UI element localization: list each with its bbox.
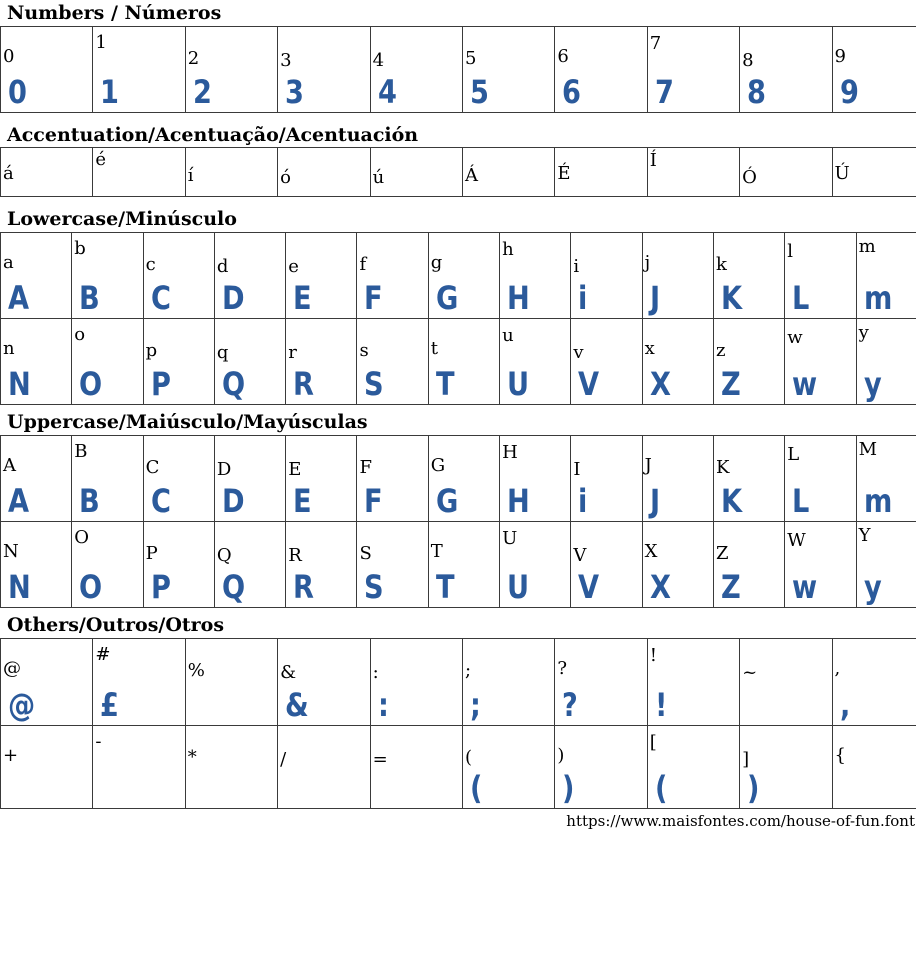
char-cell: [647, 639, 739, 726]
char-label: D: [216, 459, 232, 480]
char-cell: [856, 436, 916, 522]
char-cell: [93, 148, 185, 197]
grid-row: [1, 436, 916, 522]
glyph-preview: U: [507, 365, 530, 403]
char-label: x: [644, 338, 655, 359]
char-cell: [1, 639, 93, 726]
char-cell: [370, 27, 462, 113]
char-cell: [143, 522, 214, 608]
char-cell: [571, 436, 642, 522]
char-cell: [647, 148, 739, 197]
char-label: 3: [280, 50, 292, 71]
char-cell: [500, 233, 571, 319]
glyph-preview: 9: [839, 73, 859, 111]
char-cell: [214, 522, 285, 608]
glyph-preview: 5: [469, 73, 489, 111]
char-label: Ú: [834, 163, 850, 184]
char-label: m: [858, 236, 876, 257]
glyph-preview: 7: [654, 73, 674, 111]
char-label: ): [557, 745, 565, 766]
char-label: {: [834, 745, 846, 766]
char-cell: [740, 639, 832, 726]
char-cell: [1, 148, 93, 197]
grid-row: [1, 27, 916, 113]
glyph-preview: N: [8, 365, 31, 403]
char-label: ]: [742, 749, 750, 770]
glyph-preview: C: [150, 279, 171, 317]
glyph-preview: m: [863, 279, 892, 317]
char-label: 7: [649, 33, 662, 54]
grid-row: [1, 233, 916, 319]
glyph-preview: D: [221, 279, 245, 317]
char-cell: [856, 319, 916, 405]
char-cell: [642, 436, 713, 522]
char-label: d: [216, 256, 229, 277]
char-label: B: [74, 441, 88, 462]
grid-row: [1, 522, 916, 608]
char-label: l: [787, 241, 794, 262]
char-cell: [357, 233, 428, 319]
char-label: é: [95, 149, 107, 170]
char-cell: [555, 27, 647, 113]
char-label: /: [280, 749, 287, 770]
glyph-preview: R: [293, 568, 315, 606]
char-label: á: [3, 163, 14, 184]
char-label: ;: [464, 660, 472, 681]
char-cell: [462, 148, 554, 197]
char-cell: [642, 319, 713, 405]
char-label: P: [145, 543, 158, 564]
glyph-preview: ): [747, 769, 760, 807]
glyph-preview: :: [377, 686, 389, 724]
char-cell: [555, 148, 647, 197]
char-cell: [93, 639, 185, 726]
char-label: (: [464, 747, 472, 768]
char-label: Á: [464, 165, 478, 186]
char-label: A: [3, 455, 16, 476]
char-label: 0: [3, 46, 15, 67]
glyph-preview: w: [792, 568, 818, 606]
char-cell: [72, 233, 143, 319]
char-label: R: [288, 545, 302, 566]
char-cell: [832, 726, 916, 809]
char-label: M: [858, 439, 877, 460]
char-cell: [278, 27, 370, 113]
char-label: y: [858, 322, 869, 343]
glyph-preview: F: [364, 279, 384, 317]
glyph-preview: !: [654, 686, 668, 724]
char-cell: [785, 436, 856, 522]
char-label: :: [372, 662, 379, 683]
char-label: 1: [95, 32, 107, 53]
glyph-preview: Q: [221, 365, 246, 403]
char-cell: [357, 436, 428, 522]
glyph-preview: O: [79, 568, 103, 606]
char-label: 8: [742, 50, 754, 71]
char-cell: [856, 233, 916, 319]
glyph-preview: (: [469, 769, 483, 807]
char-cell: [832, 148, 916, 197]
char-cell: [1, 522, 72, 608]
char-label: w: [787, 327, 803, 348]
char-label: c: [145, 254, 156, 275]
glyph-preview: H: [507, 482, 530, 520]
char-cell: [500, 319, 571, 405]
char-label: t: [430, 338, 439, 359]
char-cell: [1, 726, 93, 809]
char-cell: [555, 639, 647, 726]
char-cell: [185, 639, 277, 726]
char-label: 4: [372, 50, 385, 71]
glyph-preview: Q: [221, 568, 246, 606]
char-label: h: [502, 239, 514, 260]
glyph-preview: B: [79, 279, 101, 317]
char-label: É: [557, 163, 571, 184]
char-cell: [286, 522, 357, 608]
glyph-preview: (: [654, 769, 668, 807]
char-label: k: [715, 254, 727, 275]
glyph-preview: T: [435, 365, 455, 403]
glyph-preview: O: [79, 365, 103, 403]
char-cell: [462, 27, 554, 113]
glyph-preview: Z: [720, 365, 741, 403]
char-label: s: [359, 340, 369, 361]
grid-row: [1, 319, 916, 405]
glyph-preview: P: [150, 365, 171, 403]
char-cell: [278, 639, 370, 726]
char-cell: [143, 233, 214, 319]
char-cell: [214, 436, 285, 522]
section-title-numbers: Numbers / Números: [7, 2, 222, 24]
glyph-preview: &: [285, 686, 309, 724]
char-label: =: [372, 749, 388, 770]
char-cell: [832, 639, 916, 726]
glyph-preview: X: [649, 568, 671, 606]
glyph-preview: y: [863, 568, 882, 606]
char-label: í: [187, 165, 194, 186]
glyph-preview: ,: [839, 686, 850, 724]
glyph-preview: ): [562, 769, 575, 807]
char-cell: [713, 522, 784, 608]
char-cell: [93, 27, 185, 113]
char-label: Í: [649, 150, 657, 171]
char-cell: [1, 27, 93, 113]
char-cell: [214, 233, 285, 319]
char-label: C: [145, 457, 160, 478]
char-cell: [72, 436, 143, 522]
glyph-preview: 4: [377, 73, 397, 111]
glyph-preview: B: [79, 482, 101, 520]
glyph-preview: P: [150, 568, 171, 606]
char-cell: [785, 319, 856, 405]
char-cell: [571, 233, 642, 319]
glyph-preview: £: [100, 686, 120, 724]
source-url[interactable]: https://www.maisfontes.com/house-of-fun.font: [566, 812, 915, 830]
char-cell: [740, 148, 832, 197]
char-cell: [185, 726, 277, 809]
glyph-preview: D: [221, 482, 245, 520]
char-label: 5: [464, 48, 477, 69]
char-label: @: [3, 658, 21, 679]
glyph-preview: S: [364, 568, 385, 606]
char-label: V: [573, 545, 587, 566]
char-cell: [93, 726, 185, 809]
glyph-preview: S: [364, 365, 385, 403]
char-label: i: [573, 256, 580, 277]
glyph-preview: N: [8, 568, 31, 606]
accentuation-grid: [0, 147, 916, 197]
glyph-preview: ;: [469, 686, 481, 724]
char-cell: [1, 319, 72, 405]
glyph-preview: Z: [720, 568, 741, 606]
char-label: a: [3, 252, 14, 273]
char-cell: [462, 726, 554, 809]
char-cell: [713, 319, 784, 405]
char-label: v: [573, 342, 584, 363]
char-label: j: [644, 252, 651, 273]
glyph-preview: H: [507, 279, 530, 317]
char-label: q: [216, 342, 229, 363]
glyph-preview: C: [150, 482, 171, 520]
char-label: H: [502, 442, 518, 463]
glyph-preview: E: [293, 279, 312, 317]
char-label: o: [74, 324, 86, 345]
glyph-preview: G: [435, 279, 459, 317]
char-cell: [72, 522, 143, 608]
char-label: z: [715, 340, 726, 361]
glyph-preview: R: [293, 365, 315, 403]
char-cell: [740, 27, 832, 113]
glyph-preview: 2: [192, 73, 212, 111]
char-label: %: [187, 660, 205, 681]
char-label: ?: [557, 658, 567, 679]
char-label: e: [288, 256, 299, 277]
uppercase-grid: [0, 435, 916, 608]
char-label: G: [430, 455, 446, 476]
glyph-preview: J: [649, 482, 660, 520]
char-label: ú: [372, 167, 385, 188]
char-cell: [72, 319, 143, 405]
char-cell: [428, 522, 499, 608]
char-label: I: [573, 459, 581, 480]
section-title-others: Others/Outros/Otros: [7, 614, 225, 636]
char-label: Q: [216, 545, 232, 566]
char-label: T: [430, 541, 443, 562]
char-cell: [357, 319, 428, 405]
char-label: Ó: [742, 167, 757, 188]
char-label: -: [95, 731, 102, 752]
char-label: Y: [858, 525, 871, 546]
char-cell: [642, 233, 713, 319]
char-label: 9: [834, 46, 846, 67]
char-cell: [1, 233, 72, 319]
glyph-preview: L: [792, 482, 810, 520]
glyph-preview: 6: [562, 73, 582, 111]
char-cell: [571, 319, 642, 405]
char-label: O: [74, 527, 90, 548]
char-cell: [370, 148, 462, 197]
char-label: u: [502, 325, 514, 346]
char-cell: [647, 726, 739, 809]
glyph-preview: J: [649, 279, 660, 317]
char-cell: [462, 639, 554, 726]
glyph-preview: i: [578, 279, 588, 317]
glyph-preview: 3: [285, 73, 305, 111]
char-cell: [785, 522, 856, 608]
char-label: U: [502, 528, 518, 549]
glyph-preview: E: [293, 482, 312, 520]
char-cell: [713, 436, 784, 522]
char-cell: [856, 522, 916, 608]
char-label: F: [359, 457, 372, 478]
char-label: +: [3, 745, 19, 766]
char-cell: [357, 522, 428, 608]
glyph-preview: A: [8, 279, 30, 317]
char-label: J: [644, 455, 652, 476]
char-label: f: [359, 254, 367, 275]
glyph-preview: K: [720, 482, 743, 520]
glyph-preview: X: [649, 365, 671, 403]
glyph-preview: V: [578, 568, 600, 606]
char-cell: [185, 27, 277, 113]
glyph-preview: K: [720, 279, 743, 317]
glyph-preview: A: [8, 482, 30, 520]
glyph-preview: T: [435, 568, 455, 606]
glyph-preview: L: [792, 279, 810, 317]
char-cell: [143, 436, 214, 522]
glyph-preview: m: [863, 482, 892, 520]
char-label: ,: [834, 658, 841, 679]
section-title-uppercase: Uppercase/Maiúsculo/Mayúsculas: [7, 411, 368, 433]
grid-row: [1, 639, 916, 726]
char-cell: [214, 319, 285, 405]
char-label: Z: [715, 543, 729, 564]
char-label: r: [288, 342, 297, 363]
char-label: #: [95, 644, 111, 665]
char-cell: [785, 233, 856, 319]
char-cell: [428, 436, 499, 522]
char-cell: [647, 27, 739, 113]
char-cell: [428, 319, 499, 405]
glyph-preview: y: [863, 365, 882, 403]
lowercase-grid: [0, 232, 916, 405]
others-grid: [0, 638, 916, 809]
char-cell: [286, 319, 357, 405]
glyph-preview: w: [792, 365, 818, 403]
char-cell: [713, 233, 784, 319]
grid-row: [1, 726, 916, 809]
char-cell: [500, 522, 571, 608]
glyph-preview: U: [507, 568, 530, 606]
char-cell: [185, 148, 277, 197]
glyph-preview: 1: [100, 73, 120, 111]
glyph-preview: G: [435, 482, 459, 520]
char-label: p: [145, 340, 158, 361]
char-label: S: [359, 543, 372, 564]
glyph-preview: 0: [8, 73, 27, 111]
glyph-preview: F: [364, 482, 384, 520]
glyph-preview: 8: [747, 73, 767, 111]
char-cell: [286, 436, 357, 522]
char-label: *: [187, 747, 197, 768]
char-cell: [740, 726, 832, 809]
char-label: 6: [557, 46, 569, 67]
section-title-accentuation: Accentuation/Acentuação/Acentuación: [7, 124, 419, 146]
char-label: K: [715, 457, 730, 478]
grid-row: [1, 148, 916, 197]
glyph-preview: i: [578, 482, 588, 520]
numbers-grid: [0, 26, 916, 113]
section-title-lowercase: Lowercase/Minúsculo: [7, 208, 237, 230]
char-cell: [286, 233, 357, 319]
char-cell: [143, 319, 214, 405]
char-cell: [832, 27, 916, 113]
char-label: N: [3, 541, 19, 562]
char-label: L: [787, 444, 800, 465]
char-label: n: [3, 338, 15, 359]
char-cell: [555, 726, 647, 809]
char-label: W: [787, 530, 806, 551]
char-cell: [1, 436, 72, 522]
char-cell: [278, 726, 370, 809]
char-label: 2: [187, 48, 200, 69]
char-cell: [370, 726, 462, 809]
char-cell: [278, 148, 370, 197]
char-label: ó: [280, 167, 292, 188]
char-label: b: [74, 238, 86, 259]
char-label: X: [644, 541, 658, 562]
char-cell: [428, 233, 499, 319]
char-label: ~: [742, 662, 758, 683]
char-cell: [500, 436, 571, 522]
char-label: &: [280, 662, 297, 683]
char-cell: [370, 639, 462, 726]
glyph-preview: V: [578, 365, 600, 403]
char-label: !: [649, 645, 657, 666]
char-cell: [571, 522, 642, 608]
glyph-preview: @: [8, 686, 36, 724]
glyph-preview: ?: [562, 686, 579, 724]
char-label: [: [649, 732, 657, 753]
char-label: g: [430, 252, 443, 273]
char-cell: [642, 522, 713, 608]
char-label: E: [288, 459, 302, 480]
